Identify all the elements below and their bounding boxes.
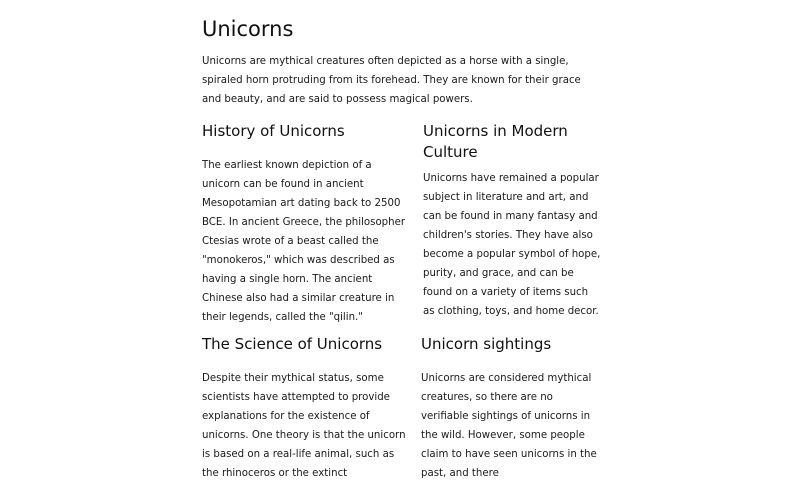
intro-paragraph: Unicorns are mythical creatures often depicted as a horse with a single, spiraled horn protruding from its forehead. They are known for their grace and beauty, and are said to possess magical powers.	[202, 56, 581, 105]
section-sightings	[421, 334, 599, 483]
section-body-history: The earliest known depiction of a unicorn can be found in ancient Mesopotamian art dating back to 2500 BCE. In ancient Greece, the philosopher Ctesias wrote of a beast called the "monokeros," which was described as having a single horn. The ancient Chinese also had a similar creature in their legends, called the "qilin."	[202, 160, 406, 323]
section-body-science: Despite their mythical status, some scientists have attempted to provide explanations for the existence of unicorns. One theory is that the unicorn is based on a real-life animal, such as the rhinoceros or the extinct	[202, 373, 406, 479]
section-body-modern-culture: Unicorns have remained a popular subject in literature and art, and can be found in many fantasy and children's stories. They have also become a popular symbol of hope, purity, and grace, and can be found on a variety of items such as clothing, toys, and home decor.	[423, 173, 601, 317]
section-modern-culture	[423, 121, 601, 321]
page-title: Unicorns	[202, 17, 294, 41]
section-heading-sightings: Unicorn sightings	[421, 335, 552, 353]
section-heading-science: The Science of Unicorns	[202, 335, 383, 353]
section-science	[202, 334, 408, 483]
section-body-sightings: Unicorns are considered mythical creatures, so there are no verifiable sightings of unicorns in the wild. However, some people claim to have seen unicorns in the past, and there	[421, 373, 597, 479]
section-history	[202, 121, 408, 327]
section-heading-modern-culture: Unicorns in Modern Culture	[423, 122, 568, 161]
section-heading-history: History of Unicorns	[202, 122, 345, 140]
